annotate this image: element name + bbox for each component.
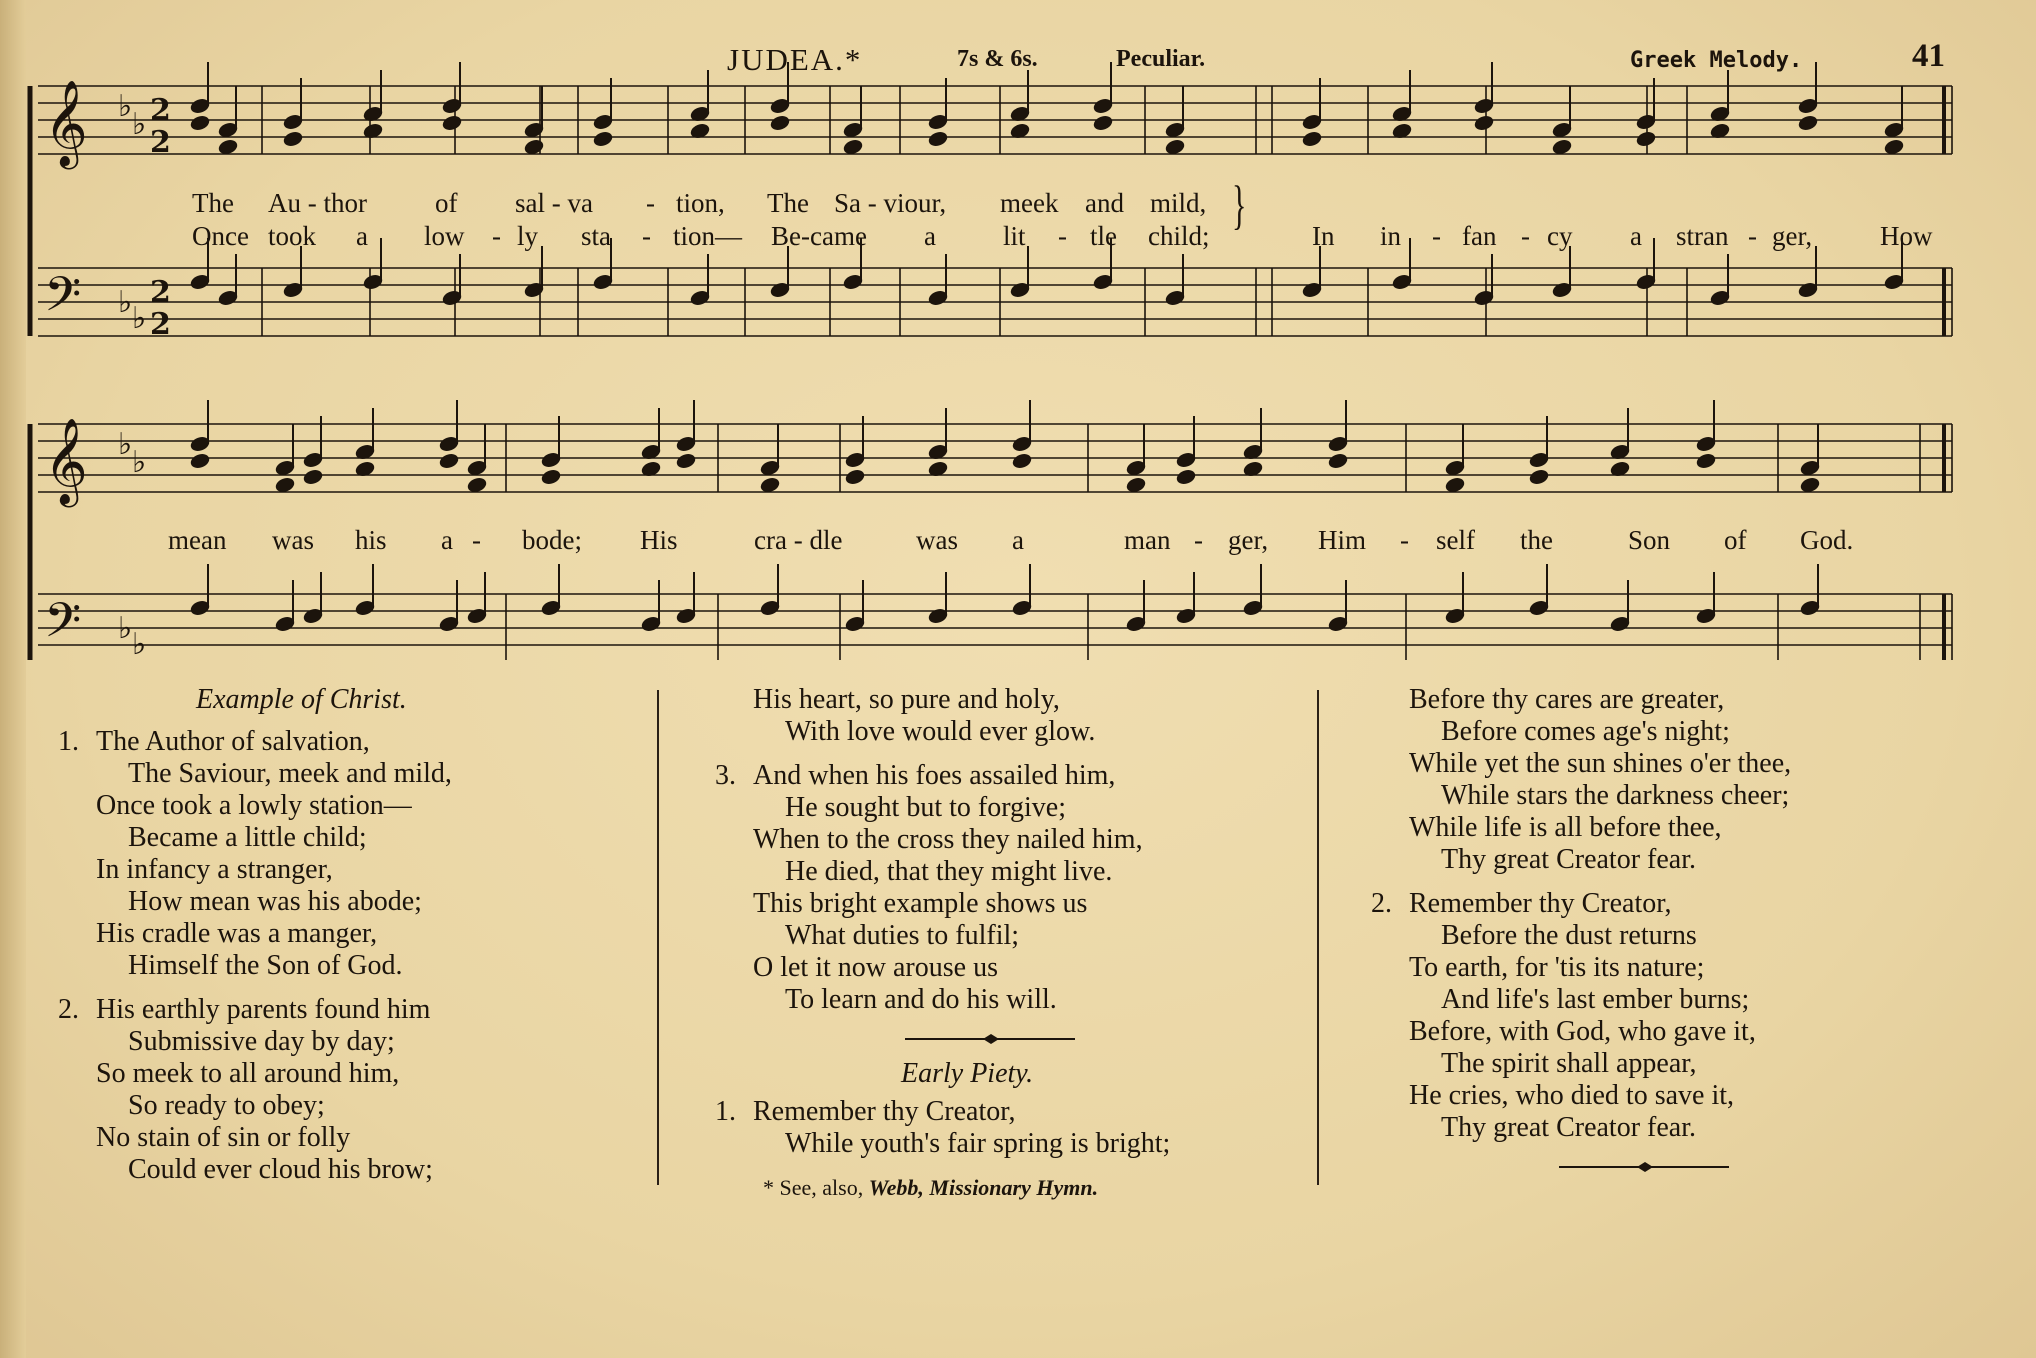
verse-number: 2. (1371, 888, 1392, 919)
verse-line: So meek to all around him, (96, 1058, 400, 1089)
notehead (217, 138, 238, 155)
lyric-syllable: ger, (1228, 525, 1269, 555)
verse-line: His earthly parents found him (96, 994, 431, 1025)
meter-note: Peculiar. (1116, 46, 1206, 72)
verse-line: So ready to obey; (128, 1090, 325, 1121)
lyric-syllable: child; (1148, 221, 1210, 251)
notehead (1011, 452, 1032, 469)
lyric-syllable: tion, (676, 188, 725, 218)
lyric-syllable: a (441, 525, 453, 555)
lyric-syllable: In (1312, 221, 1335, 251)
notehead (274, 476, 295, 493)
lyric-syllable: sta (581, 221, 611, 251)
verse-line: With love would ever glow. (785, 716, 1096, 747)
section-divider (753, 1028, 1313, 1050)
lyric-syllable: - (1400, 525, 1409, 555)
notehead (1528, 468, 1549, 485)
footnote (753, 1172, 1313, 1204)
verse-line: Himself the Son of God. (128, 950, 403, 981)
verse-line: O let it now arouse us (753, 952, 998, 983)
lyric-syllable: man (1124, 525, 1171, 555)
lyric-syllable: - (472, 525, 481, 555)
notehead (1175, 468, 1196, 485)
notehead (1799, 476, 1820, 493)
lyric-syllable: of (1724, 525, 1747, 555)
notehead (282, 130, 303, 147)
verse-line: The Author of salvation, (96, 726, 370, 757)
hymn-heading: Example of Christ. (196, 684, 407, 715)
lyric-syllable: Be-came (771, 221, 867, 251)
verse-line: He sought but to forgive; (785, 792, 1067, 823)
lyric-syllable: a (1012, 525, 1024, 555)
verse-line: Before, with God, who gave it, (1409, 1016, 1756, 1047)
verse-number: 1. (715, 1096, 736, 1127)
flat-sign: ♭ (132, 107, 147, 142)
text-column-1 (58, 684, 676, 1198)
flat-sign: ♭ (132, 301, 147, 336)
lyric-syllable: low (424, 221, 465, 251)
lyric-syllable: Him (1318, 525, 1367, 555)
time-signature-top: 2 (150, 93, 171, 128)
lyric-syllable: and (1085, 188, 1124, 218)
verse-line: Once took a lowly station— (96, 790, 412, 821)
notehead (842, 138, 863, 155)
column-divider (1317, 690, 1319, 1185)
lyric-syllable: The (192, 188, 234, 218)
lyric-syllable: God. (1800, 525, 1854, 555)
verse-line: To earth, for 'tis its nature; (1409, 952, 1705, 983)
verse-number: 2. (58, 994, 79, 1025)
verse-line: While life is all before thee, (1409, 812, 1722, 843)
verse-line: And when his foes assailed him, (753, 760, 1116, 791)
music-score (0, 0, 2036, 660)
verse-line: When to the cross they nailed him, (753, 824, 1143, 855)
lyric-syllable: bode; (522, 525, 582, 555)
flat-sign: ♭ (132, 627, 147, 660)
notehead (592, 130, 613, 147)
lyric-syllable: stran (1676, 221, 1729, 251)
lyric-syllable: The (767, 188, 809, 218)
verse-line: Became a little child; (128, 822, 367, 853)
time-signature-top: 2 (150, 275, 171, 310)
lyric-syllable: Au - thor (268, 188, 367, 218)
verse-line: In infancy a stranger, (96, 854, 333, 885)
bass-clef: 𝄢 (44, 266, 82, 334)
verse-2 (1371, 888, 1969, 1144)
time-signature-bottom: 2 (150, 307, 171, 342)
flat-sign: ♭ (118, 285, 133, 320)
footnote-reference: Webb, Missionary Hymn. (868, 1175, 1099, 1200)
notehead (759, 476, 780, 493)
lyric-syllable: - (1058, 221, 1067, 251)
verse-number: 3. (715, 760, 736, 791)
verse-line: Submissive day by day; (128, 1026, 395, 1057)
flat-sign: ♭ (118, 427, 133, 462)
verse-number: 1. (58, 726, 79, 757)
verse-line: Before the dust returns (1441, 920, 1697, 951)
lyric-syllable: tle (1090, 221, 1117, 251)
verse-line: To learn and do his will. (785, 984, 1057, 1015)
footnote-marker: * (763, 1175, 774, 1200)
lyric-syllable: lit (1003, 221, 1026, 251)
verse-line: His cradle was a manger, (96, 918, 378, 949)
lyric-syllable: of (435, 188, 458, 218)
verse-line: While yet the sun shines o'er thee, (1409, 748, 1792, 779)
notehead (927, 130, 948, 147)
lyric-syllable: ly (517, 221, 539, 251)
notehead (1635, 130, 1656, 147)
lyric-syllable: was (272, 525, 314, 555)
lyric-syllable: in (1380, 221, 1402, 251)
lyric-syllable: meek (1000, 188, 1059, 218)
lyric-syllable: his (355, 525, 387, 555)
verse-brace: } (1232, 176, 1247, 236)
lyric-syllable: Once (192, 221, 249, 251)
lyric-syllable: cra - dle (754, 525, 843, 555)
verse-line: This bright example shows us (753, 888, 1088, 919)
notehead (1164, 138, 1185, 155)
verse-line: The Saviour, meek and mild, (128, 758, 452, 789)
notehead (675, 452, 696, 469)
time-signature-bottom: 2 (150, 125, 171, 160)
verse-line: What duties to fulfil; (785, 920, 1020, 951)
lyric-syllable: - (646, 188, 655, 218)
lyric-syllable: - (492, 221, 501, 251)
hymn-title: JUDEA.* (727, 42, 863, 77)
notehead (1473, 114, 1494, 131)
bass-clef: 𝄢 (44, 592, 82, 660)
verse-1 (58, 726, 676, 982)
verse-line: How mean was his abode; (128, 886, 422, 917)
verse-line: Remember thy Creator, (1409, 888, 1672, 919)
section-divider (1409, 1156, 1969, 1178)
notehead (466, 476, 487, 493)
verse-1-continued (1409, 684, 1969, 876)
page-number: 41 (1912, 38, 1945, 74)
lyric-syllable: - (1748, 221, 1757, 251)
verse-line: And life's last ember burns; (1441, 984, 1750, 1015)
verse-line: Before thy cares are greater, (1409, 684, 1725, 715)
notehead (1092, 114, 1113, 131)
hymn-meter: 7s & 6s. (957, 46, 1038, 72)
notehead (1551, 138, 1572, 155)
lyric-syllable: - (642, 221, 651, 251)
verse-line: Thy great Creator fear. (1441, 844, 1696, 875)
verse-line: Thy great Creator fear. (1441, 1112, 1696, 1143)
verse-2-continued (753, 684, 1313, 748)
treble-clef: 𝄞 (44, 418, 88, 504)
notehead (1797, 114, 1818, 131)
notehead (441, 114, 462, 131)
lyric-syllable: - (1432, 221, 1441, 251)
flat-sign: ♭ (118, 89, 133, 124)
lyric-syllable: took (268, 221, 317, 251)
verse-3 (715, 760, 1313, 1016)
lyric-syllable: Son (1628, 525, 1671, 555)
notehead (540, 468, 561, 485)
verse-line: While stars the darkness cheer; (1441, 780, 1790, 811)
verse-line: He died, that they might live. (785, 856, 1113, 887)
lyric-syllable: cy (1547, 221, 1573, 251)
text-column-2 (715, 684, 1313, 1204)
lyric-syllable: was (916, 525, 958, 555)
verse-line: The spirit shall appear, (1441, 1048, 1697, 1079)
lyric-syllable: - (1521, 221, 1530, 251)
lyric-syllable: fan (1462, 221, 1497, 251)
verse-line: His heart, so pure and holy, (753, 684, 1060, 715)
hymn-heading: Early Piety. (901, 1058, 1034, 1089)
notehead (438, 452, 459, 469)
notehead (1883, 138, 1904, 155)
lyric-syllable: mild, (1150, 188, 1207, 218)
notehead (1444, 476, 1465, 493)
lyric-syllable: the (1520, 525, 1553, 555)
verse-line: While youth's fair spring is bright; (785, 1128, 1171, 1159)
lyric-syllable: ger, (1772, 221, 1813, 251)
lyric-syllable: self (1436, 525, 1475, 555)
notehead (844, 468, 865, 485)
verse-line: Remember thy Creator, (753, 1096, 1016, 1127)
verse-line: No stain of sin or folly (96, 1122, 351, 1153)
tune-source: Greek Melody. (1630, 48, 1803, 73)
verse-2 (58, 994, 676, 1186)
notehead (523, 138, 544, 155)
lyric-syllable: a (1630, 221, 1642, 251)
lyric-syllable: How (1880, 221, 1933, 251)
lyric-syllable: a (924, 221, 936, 251)
notehead (1327, 452, 1348, 469)
notehead (1125, 476, 1146, 493)
column-divider (657, 690, 659, 1185)
verse-line: Before comes age's night; (1441, 716, 1730, 747)
text-column-3 (1371, 684, 1969, 1186)
lyric-syllable: Sa - viour, (834, 188, 947, 218)
verse-line: Could ever cloud his brow; (128, 1154, 433, 1185)
footnote-text: See, also, (779, 1175, 864, 1200)
lyric-syllable: - (1194, 525, 1203, 555)
lyric-syllable: tion— (673, 221, 743, 251)
flat-sign: ♭ (118, 611, 133, 646)
notehead (302, 468, 323, 485)
lyric-syllable: sal - va (515, 188, 593, 218)
lyric-syllable: a (356, 221, 368, 251)
verse-1 (715, 1096, 1313, 1160)
lyric-syllable: mean (168, 525, 227, 555)
treble-clef: 𝄞 (44, 80, 88, 166)
lyric-syllable: His (640, 525, 678, 555)
flat-sign: ♭ (132, 445, 147, 480)
notehead (189, 114, 210, 131)
notehead (1695, 452, 1716, 469)
notehead (189, 452, 210, 469)
notehead (769, 114, 790, 131)
notehead (1301, 130, 1322, 147)
verse-line: He cries, who died to save it, (1409, 1080, 1735, 1111)
